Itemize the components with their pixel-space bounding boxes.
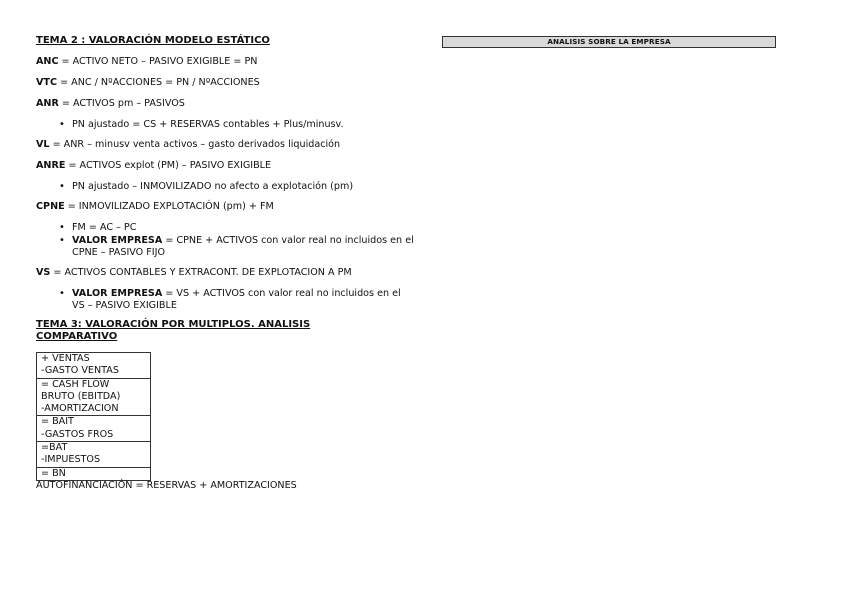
anre-bullet: • PN ajustado – INMOVILIZADO no afecto a explotación (pm) (72, 181, 416, 193)
anr-text: = ACTIVOS pm – PASIVOS (58, 98, 185, 109)
anr-formula (36, 98, 416, 110)
table-cell-line: + VENTAS (41, 353, 90, 364)
vtc-formula (36, 77, 416, 89)
valor-empresa-vs-text: = VS + ACTIVOS con valor real no incluidos en el VS – PASIVO EXIGIBLE (72, 288, 401, 311)
table-cell-line: -GASTO VENTAS (41, 365, 119, 377)
anr-label: ANR (36, 98, 59, 109)
notes-column (36, 35, 416, 492)
vl-label: VL (36, 139, 50, 150)
anc-formula (36, 56, 416, 68)
table-cell (37, 467, 151, 480)
table-cell (37, 416, 151, 442)
vtc-label: VTC (36, 77, 58, 88)
table-cell-line: = BN (41, 467, 66, 479)
vl-text: = ANR – minusv venta activos – gasto derivados liquidación (49, 139, 341, 150)
table-row (37, 353, 151, 379)
tema2-heading: TEMA 2 : VALORACIÓN MODELO ESTÁTICO (36, 35, 270, 46)
vs-text: = ACTIVOS CONTABLES Y EXTRACONT. DE EXPLOTACION A PM (50, 267, 352, 278)
anc-label: ANC (36, 56, 59, 67)
anre-text: = ACTIVOS explot (PM) – PASIVO EXIGIBLE (65, 160, 272, 171)
table-cell-line: BRUTO (EBITDA) (41, 390, 121, 402)
vs-list (36, 288, 416, 312)
table-cell (37, 353, 151, 379)
valor-empresa-cpne-bullet (72, 235, 416, 259)
table-cell-line: = BAIT (41, 416, 74, 428)
anre-list (36, 181, 416, 193)
cpne-text: = INMOVILIZADO EXPLOTACIÓN (pm) + FM (64, 201, 274, 212)
cpne-list (36, 222, 416, 259)
income-statement-table (36, 352, 151, 481)
valor-empresa-cpne-text: = CPNE + ACTIVOS con valor real no incluidos en el CPNE – PASIVO FIJO (72, 235, 414, 258)
income-statement-body (37, 353, 151, 481)
cpne-formula (36, 201, 416, 213)
table-row (37, 467, 151, 480)
anre-label: ANRE (36, 160, 66, 171)
table-row (37, 442, 151, 468)
valor-empresa-label: VALOR EMPRESA (72, 288, 163, 299)
vtc-text: = ANC / NºACCIONES = PN / NºACCIONES (57, 77, 260, 88)
table-cell (37, 378, 151, 416)
analisis-empresa-box: ANALISIS SOBRE LA EMPRESA (442, 36, 776, 48)
valor-empresa-vs-bullet (72, 288, 416, 312)
table-cell-line: = CASH FLOW (41, 378, 110, 390)
table-row (37, 378, 151, 416)
anc-text: = ACTIVO NETO – PASIVO EXIGIBLE = PN (58, 56, 258, 67)
valor-empresa-label: VALOR EMPRESA (72, 235, 163, 246)
table-cell-line: -GASTOS FROS (41, 428, 114, 440)
table-cell-line: =BAT (41, 442, 68, 454)
vl-formula (36, 139, 416, 151)
fm-bullet: • FM = AC – PC (72, 222, 416, 234)
vs-formula (36, 267, 416, 279)
table-cell-line: -AMORTIZACION (41, 403, 119, 415)
anr-list (36, 119, 416, 131)
anr-bullet: • PN ajustado = CS + RESERVAS contables + Plus/minusv. (72, 119, 416, 131)
tema3-heading: TEMA 3: VALORACIÓN POR MULTIPLOS. ANALISIS COMPARATIVO (36, 319, 311, 342)
vs-label: VS (36, 267, 51, 278)
cpne-label: CPNE (36, 201, 65, 212)
autofinanciacion-formula: AUTOFINANCIACIÓN = RESERVAS + AMORTIZACIONES (36, 479, 297, 491)
table-cell (37, 442, 151, 468)
anre-formula (36, 160, 416, 172)
table-cell-line: -IMPUESTOS (41, 454, 101, 466)
table-row (37, 416, 151, 442)
